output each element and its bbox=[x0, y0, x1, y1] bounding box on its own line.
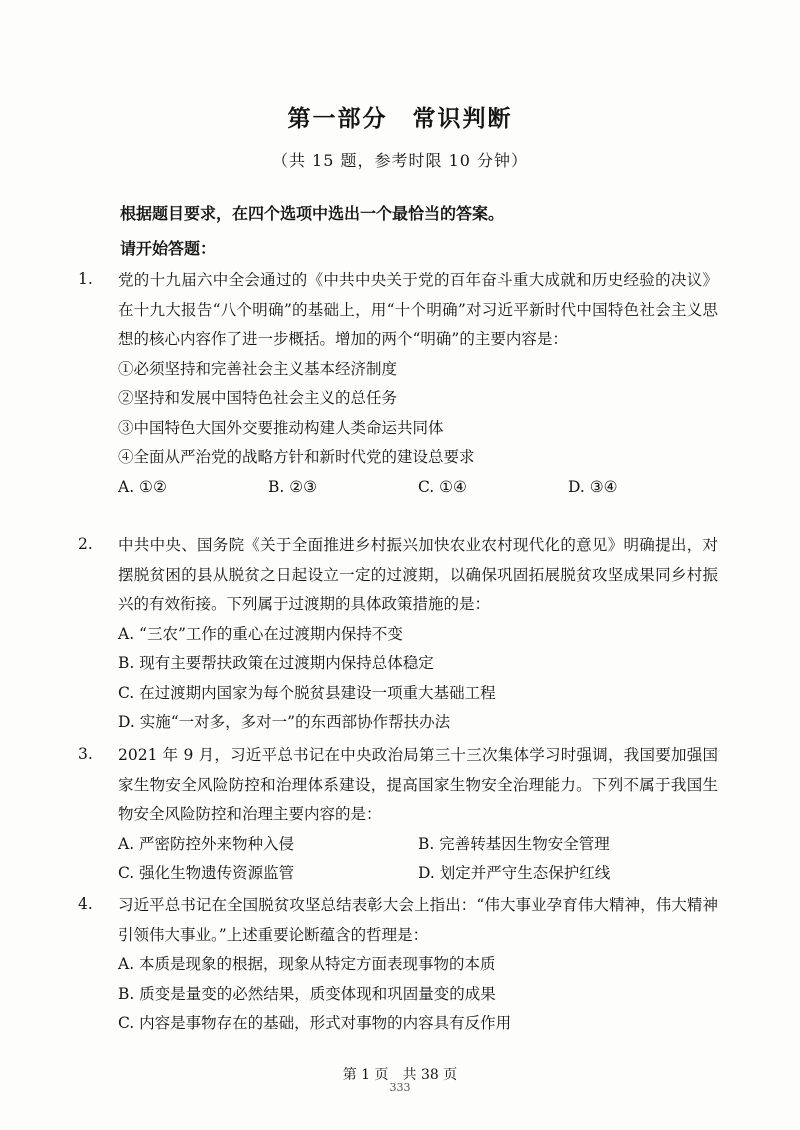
question-4 bbox=[78, 891, 718, 1039]
options-row bbox=[118, 473, 718, 503]
page-serial-number: 333 bbox=[389, 1081, 411, 1094]
option-a[interactable]: A. ①② bbox=[118, 477, 167, 496]
instruction-start: 请开始答题： bbox=[120, 239, 217, 258]
question-text: 中共中央、国务院《关于全面推进乡村振兴加快农业农村现代化的意见》明确提出，对摆脱贫困的县从脱贫之日起设立一定的过渡期，以确保巩固拓展脱贫攻坚成果同乡村振兴的有效衔接。下列属于过渡期的具体政策措施的是： bbox=[118, 536, 718, 613]
question-item: ④全面从严治党的战略方针和新时代党的建设总要求 bbox=[118, 448, 475, 466]
page-footer: 第 1 页 共 38 页 bbox=[342, 1067, 458, 1083]
option-a[interactable]: A. “三农”工作的重心在过渡期内保持不变 bbox=[118, 624, 403, 643]
option-b[interactable]: B. 质变是量变的必然结果，质变体现和巩固量变的成果 bbox=[118, 984, 496, 1003]
question-number: 2. bbox=[78, 535, 93, 553]
question-item: ②坚持和发展中国特色社会主义的总任务 bbox=[118, 389, 398, 407]
option-b[interactable]: B. 完善转基因生物安全管理 bbox=[418, 834, 610, 853]
option-d[interactable]: D. ③④ bbox=[568, 477, 618, 496]
question-item: ①必须坚持和完善社会主义基本经济制度 bbox=[118, 359, 398, 378]
section-title: 第一部分 常识判断 bbox=[287, 106, 513, 132]
question-text: 习近平总书记在全国脱贫攻坚总结表彰大会上指出：“伟大事业孕育伟大精神，伟大精神引领伟大事业。”上述重要论断蕴含的哲理是： bbox=[118, 896, 718, 944]
section-subtitle: （共 15 题，参考时限 10 分钟） bbox=[271, 151, 529, 170]
question-number: 4. bbox=[78, 895, 93, 913]
option-c[interactable]: C. ①④ bbox=[418, 477, 467, 496]
option-d[interactable]: D. 实施“一对多，多对一”的东西部协作帮扶办法 bbox=[118, 713, 451, 731]
question-text: 党的十九届六中全会通过的《中共中央关于党的百年奋斗重大成就和历史经验的决议》在十九大报告“八个明确”的基础上，用“十个明确”对习近平新时代中国特色社会主义思想的核心内容作了进一步概括。增加的两个“明确”的主要内容是： bbox=[118, 271, 718, 348]
instruction-main: 根据题目要求，在四个选项中选出一个最恰当的答案。 bbox=[120, 204, 505, 223]
question-number: 1. bbox=[78, 270, 93, 288]
question-3 bbox=[78, 741, 718, 889]
question-text: 2021 年 9 月，习近平总书记在中央政治局第三十三次集体学习时强调，我国要加强国家生物安全风险防控和治理体系建设，提高国家生物安全治理能力。下列不属于我国生物安全风险防控和治理主要内容的是： bbox=[118, 746, 718, 823]
option-c[interactable]: C. 内容是事物存在的基础，形式对事物的内容具有反作用 bbox=[118, 1014, 512, 1032]
option-b[interactable]: B. 现有主要帮扶政策在过渡期内保持总体稳定 bbox=[118, 654, 434, 672]
option-c[interactable]: C. 在过渡期内国家为每个脱贫县建设一项重大基础工程 bbox=[118, 683, 496, 702]
question-2 bbox=[78, 531, 718, 738]
options-row bbox=[118, 859, 718, 889]
option-a[interactable]: A. 严密防控外来物种入侵 bbox=[118, 834, 295, 853]
option-b[interactable]: B. ②③ bbox=[268, 477, 318, 496]
option-a[interactable]: A. 本质是现象的根据，现象从特定方面表现事物的本质 bbox=[118, 955, 496, 973]
question-item: ③中国特色大国外交要推动构建人类命运共同体 bbox=[118, 418, 444, 437]
options-row bbox=[118, 830, 718, 860]
question-number: 3. bbox=[78, 745, 93, 763]
option-d[interactable]: D. 划定并严守生态保护红线 bbox=[418, 864, 611, 882]
question-1 bbox=[78, 266, 718, 502]
option-c[interactable]: C. 强化生物遗传资源监管 bbox=[118, 864, 295, 882]
